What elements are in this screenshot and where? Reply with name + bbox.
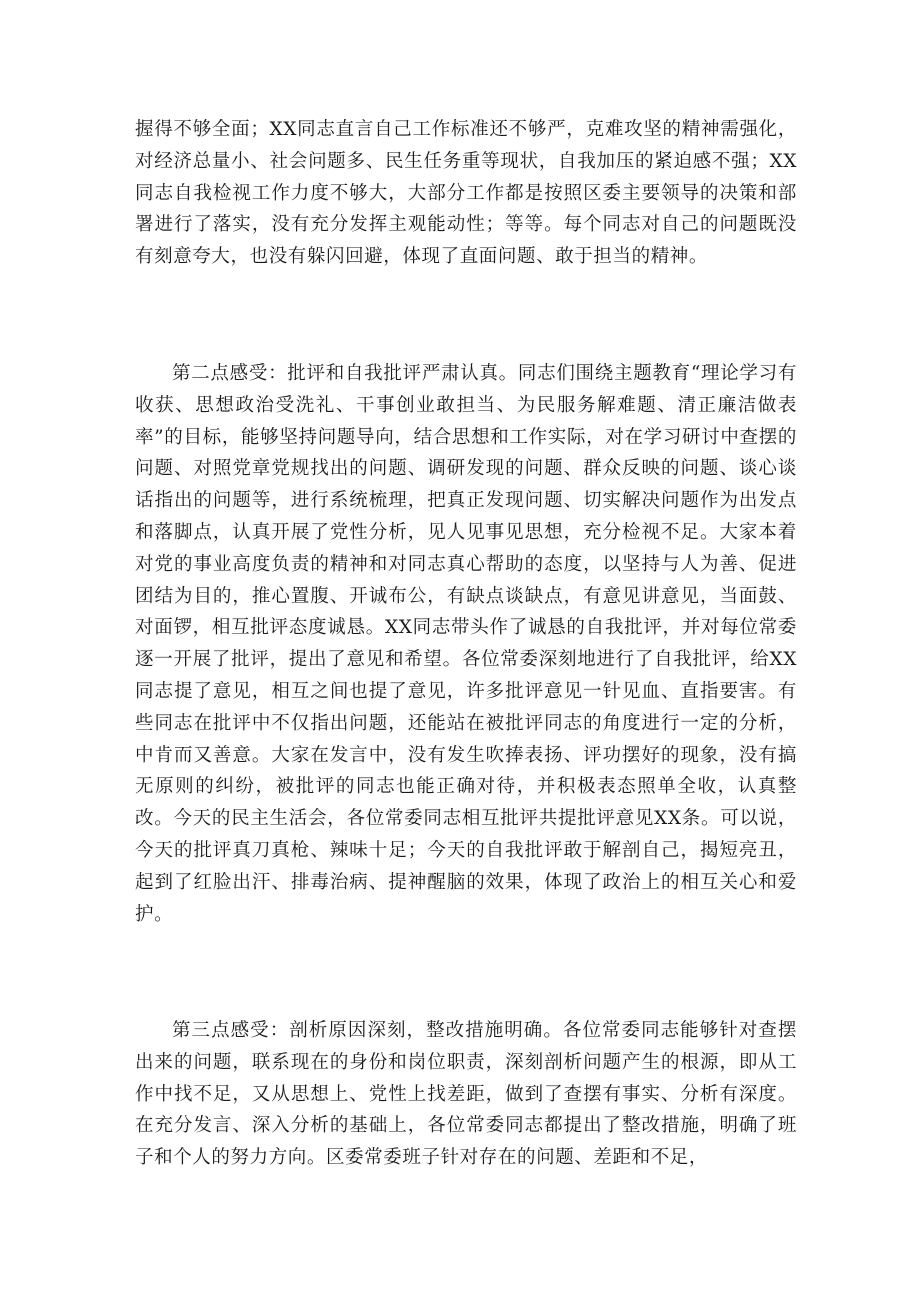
paragraph-second-point: 第二点感受：批评和自我批评严肃认真。同志们围绕主题教育“理论学习有收获、思想政治受洗礼、干事创业敢担当、为民服务解难题、清正廉洁做表率”的目标，能够坚持问题导向，结合思想和工作实际，对在学习研讨中查摆的问题、对照党章党规找出的问题、调研发现的问题、群众反映的问题、谈心谈话指出的问题等，进行系统梳理，把真正发现问题、切实解决问题作为出发点和落脚点，认真开展了党性分析，见人见事见思想，充分检视不足。大家本着对党的事业高度负责的精神和对同志真心帮助的态度，以坚持与人为善、促进团结为目的，推心置腹、开诚布公，有缺点谈缺点，有意见讲意见，当面鼓、对面锣，相互批评态度诚恳。XX同志带头作了诚恳的自我批评，并对每位常委逐一开展了批评，提出了意见和希望。各位常委深刻地进行了自我批评，给XX同志提了意见，相互之间也提了意见，许多批评意见一针见血、直指要害。有些同志在批评中不仅指出问题，还能站在被批评同志的角度进行一定的分析，中肯而又善意。大家在发言中，没有发生吹捧表扬、评功摆好的现象，没有搞无原则的纠纷，被批评的同志也能正确对待，并积极表态照单全收，认真整改。今天的民主生活会，各位常委同志相互批评共提批评意见XX条。可以说，今天的批评真刀真枪、辣味十足；今天的自我批评敢于解剖自己，揭短亮丑，起到了红脸出汗、排毒治病、提神醒脑的效果，体现了政治上的相互关心和爱护。 <box>135 363 797 925</box>
paragraph-continued: 握得不够全面；XX同志直言自己工作标准还不够严，克难攻坚的精神需强化，对经济总量小、社会问题多、民生任务重等现状，自我加压的紧迫感不强；XX同志自我检视工作力度不够大，大部分工作都是按照区委主要领导的决策和部署进行了落实，没有充分发挥主观能动性；等等。每个同志对自己的问题既没有刻意夸大，也没有躲闪回避，体现了直面问题、敢于担当的精神。 <box>135 119 797 268</box>
paragraph-third-point: 第三点感受：剖析原因深刻，整改措施明确。各位常委同志能够针对查摆出来的问题，联系现在的身份和岗位职责，深刻剖析问题产生的根源，即从工作中找不足，又从思想上、党性上找差距，做到了查摆有事实、分析有深度。在充分发言、深入分析的基础上，各位常委同志都提出了整改措施，明确了班子和个人的努力方向。区委常委班子针对存在的问题、差距和不足， <box>135 1020 797 1169</box>
